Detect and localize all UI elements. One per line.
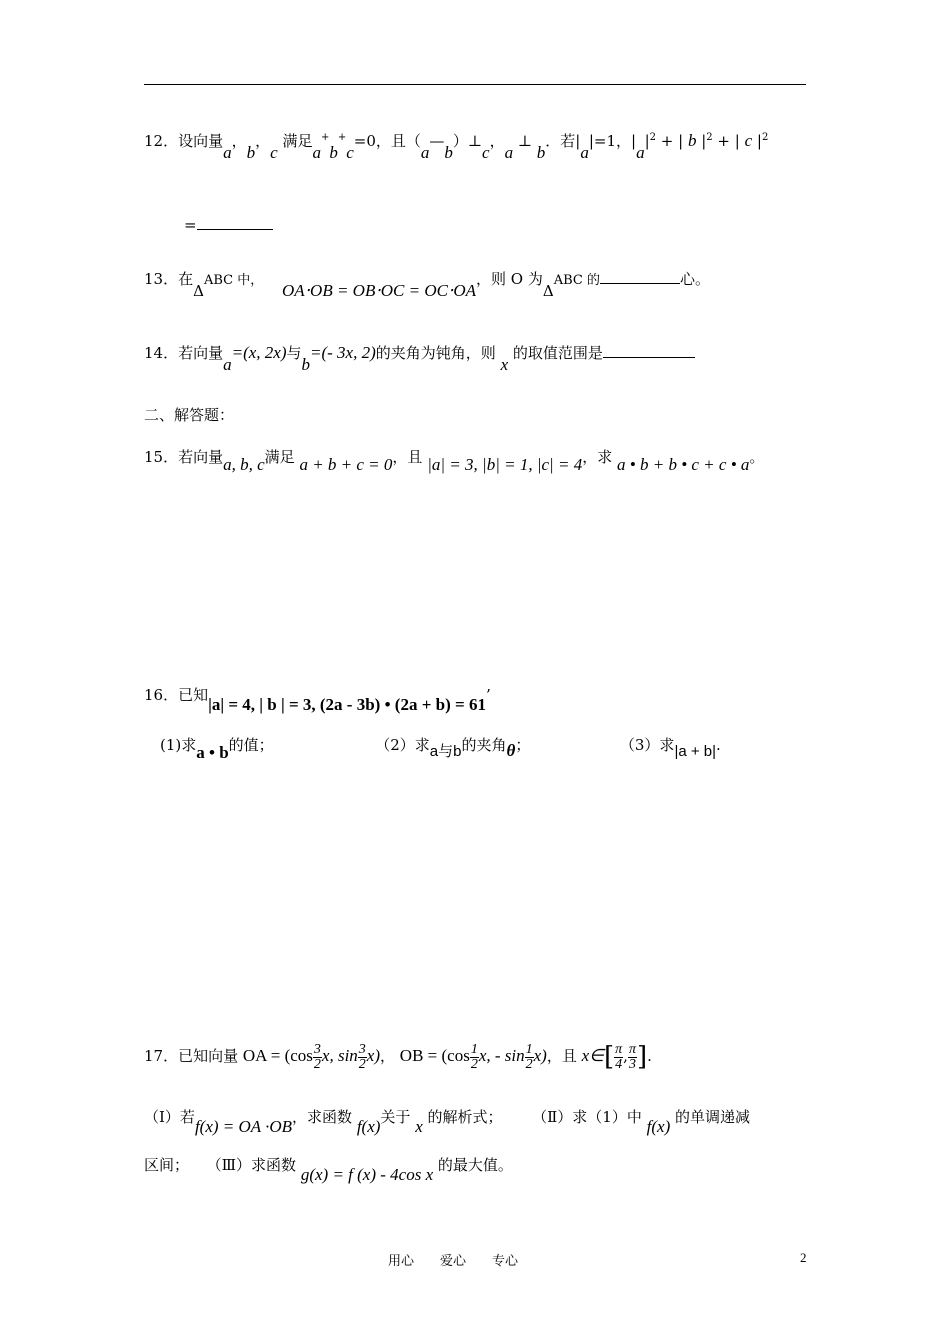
q14-range: 的取值范围是 xyxy=(512,344,603,362)
question-15 xyxy=(144,446,765,474)
q16-p2-expr: a与b xyxy=(429,743,462,760)
q12-val1: |=1， xyxy=(588,132,631,150)
header-rule xyxy=(144,84,806,85)
q17-frac-1-2: $\frac{1}{2}$ xyxy=(470,1041,478,1072)
q12-cond: 满足 xyxy=(282,132,313,150)
q14-b-value: =(- 3x, 2) xyxy=(310,343,376,362)
section-heading: 二、解答题： xyxy=(144,406,235,424)
q14-x: x xyxy=(500,355,509,374)
q17-g-def: g(x) = f (x) - 4cos x xyxy=(300,1165,434,1184)
q17-frac-1-2b: $\frac{1}{2}$ xyxy=(525,1041,533,1072)
q13-label: 13．在 xyxy=(144,270,194,288)
q13-suffix: 心。 xyxy=(679,270,710,288)
q14-a-value: =(x, 2x) xyxy=(231,343,287,362)
q17-max: 的最大值。 xyxy=(437,1156,513,1174)
q16-p3-label: （3）求 xyxy=(619,736,675,754)
question-13: 13．在ΔABC 中， OA⋅OB = OB⋅OC = OC⋅OA，则 O 为ΔABC 的 心。 xyxy=(144,270,710,300)
q12-label: 12．设向量 xyxy=(144,132,224,150)
q17-x-close: x) xyxy=(366,1046,381,1065)
q17-find-f: ，求函数 xyxy=(292,1108,353,1126)
q17-x-sin: x, sin xyxy=(321,1046,358,1065)
q17-ii-label: （Ⅱ）求（1）中 xyxy=(532,1108,642,1126)
question-17: 17．已知向量 OA = (cos $\frac{3}{2}$ x, sin $\frac{3}{2}$ x)， OB = (cos $\frac{1}{2}$ x, - sin $\frac{1}{2}$ x)，且 x∈[ $\frac{\pi}{4}$ , $\frac{\pi}{3}$ ]. xyxy=(144,1041,652,1072)
q17-frac-pi-4: $\frac{\pi}{4}$ xyxy=(615,1041,623,1072)
q17-f-def: f(x) = OA ·OB xyxy=(194,1117,293,1136)
q14-with: 与 xyxy=(286,344,302,362)
q17-label: 17．已知向量 xyxy=(144,1047,239,1065)
q14-label: 14．若向量 xyxy=(144,344,224,362)
q17-x-msin: x, - sin xyxy=(478,1046,525,1065)
q17-about: 关于 xyxy=(380,1108,411,1126)
q13-blank[interactable] xyxy=(600,283,680,284)
q12-if: ．若 xyxy=(545,132,576,150)
q15-label: 15．若向量 xyxy=(144,448,224,466)
q15-cond: 满足 xyxy=(264,448,295,466)
question-17-part-3 xyxy=(144,1154,513,1184)
question-12: 12．设向量a，b，c 满足a+b+c=0，且（a—b）⊥c，a ⊥ b．若|a|=1，$|a|^2$ + | b $|^2$ + | c $|^2$ xyxy=(144,131,769,162)
page-number: 2 xyxy=(800,1250,807,1265)
footer-slogan: 用心 爱心 专心 xyxy=(388,1254,519,1269)
q16-p1-suffix: 的值； xyxy=(228,736,274,754)
q17-and: ，且 xyxy=(546,1047,577,1065)
q12-eq: =0，且（ xyxy=(353,132,421,150)
q17-decr: 的单调递减 xyxy=(675,1108,751,1126)
question-16: 16．已知|a| = 4, | b | = 3, (2a - 3b) • (2a + b) = 61’ xyxy=(144,686,491,714)
q16-given: |a| = 4, | b | = 3, (2a - 3b) • (2a + b) = 61 xyxy=(208,695,486,714)
q15-end: 。 xyxy=(749,448,765,466)
q13-formula: OA⋅OB = OB⋅OC = OC⋅OA xyxy=(281,281,477,300)
q16-p3-expr: |a + b| xyxy=(674,743,717,760)
q16-label: 16．已知 xyxy=(144,686,209,704)
q17-x-close-2: x) xyxy=(533,1046,547,1065)
q17-iii-label: （Ⅲ）求函数 xyxy=(206,1156,297,1174)
q17-ob: OB = (cos xyxy=(399,1046,470,1065)
q15-mags: |a| = 3, |b| = 1, |c| = 4 xyxy=(427,455,583,474)
question-17-part-1 xyxy=(144,1106,751,1136)
q15-and: ，且 xyxy=(392,448,423,466)
q12-answer-prefix: = xyxy=(184,216,197,234)
q14-angle: 的夹角为钝角，则 xyxy=(375,344,496,362)
q16-p3-end: . xyxy=(716,736,721,754)
q17-frac-3-2b: $\frac{3}{2}$ xyxy=(358,1041,366,1072)
q17-x: x xyxy=(415,1117,423,1136)
q17-i-label: （Ⅰ）若 xyxy=(144,1108,195,1126)
q16-theta: θ xyxy=(506,741,516,760)
q17-interval: 区间； xyxy=(144,1156,190,1174)
q17-fx-2: f(x) xyxy=(646,1117,671,1136)
q17-oa: OA = (cos xyxy=(242,1046,313,1065)
q17-x-in: x∈ xyxy=(581,1046,604,1065)
q12-perp: ）⊥ xyxy=(452,132,483,150)
q16-p2-end: ； xyxy=(515,736,531,754)
question-16-parts xyxy=(160,734,721,762)
q16-p2-label: （2）求 xyxy=(375,736,430,754)
q12-answer xyxy=(184,216,273,234)
q15-expr: a • b + b • c + c • a xyxy=(617,455,750,474)
q17-frac-3-2: $\frac{3}{2}$ xyxy=(313,1041,321,1072)
q17-fx: f(x) xyxy=(356,1117,381,1136)
q15-eq: a + b + c = 0 xyxy=(299,455,393,474)
q17-end: . xyxy=(647,1047,652,1065)
q15-find: ，求 xyxy=(582,448,613,466)
question-14: 14．若向量a=(x, 2x)与b=(- 3x, 2)的夹角为钝角，则 x 的取值范围是 xyxy=(144,342,695,363)
q12-blank[interactable] xyxy=(197,229,273,230)
q17-analytic: 的解析式； xyxy=(427,1108,503,1126)
q16-p1-expr: a • b xyxy=(196,743,229,762)
q16-p2-suffix: 的夹角 xyxy=(461,736,507,754)
q16-p1-label: (1)求 xyxy=(160,736,197,754)
q13-then: ，则 O 为 xyxy=(476,270,543,288)
q13-triangle: ABC 中， xyxy=(203,273,264,288)
q13-triangle2: ABC 的 xyxy=(553,273,600,288)
q14-blank[interactable] xyxy=(603,357,695,358)
q15-vars: a, b, c xyxy=(223,455,265,474)
q17-frac-pi-3: $\frac{\pi}{3}$ xyxy=(628,1041,636,1072)
